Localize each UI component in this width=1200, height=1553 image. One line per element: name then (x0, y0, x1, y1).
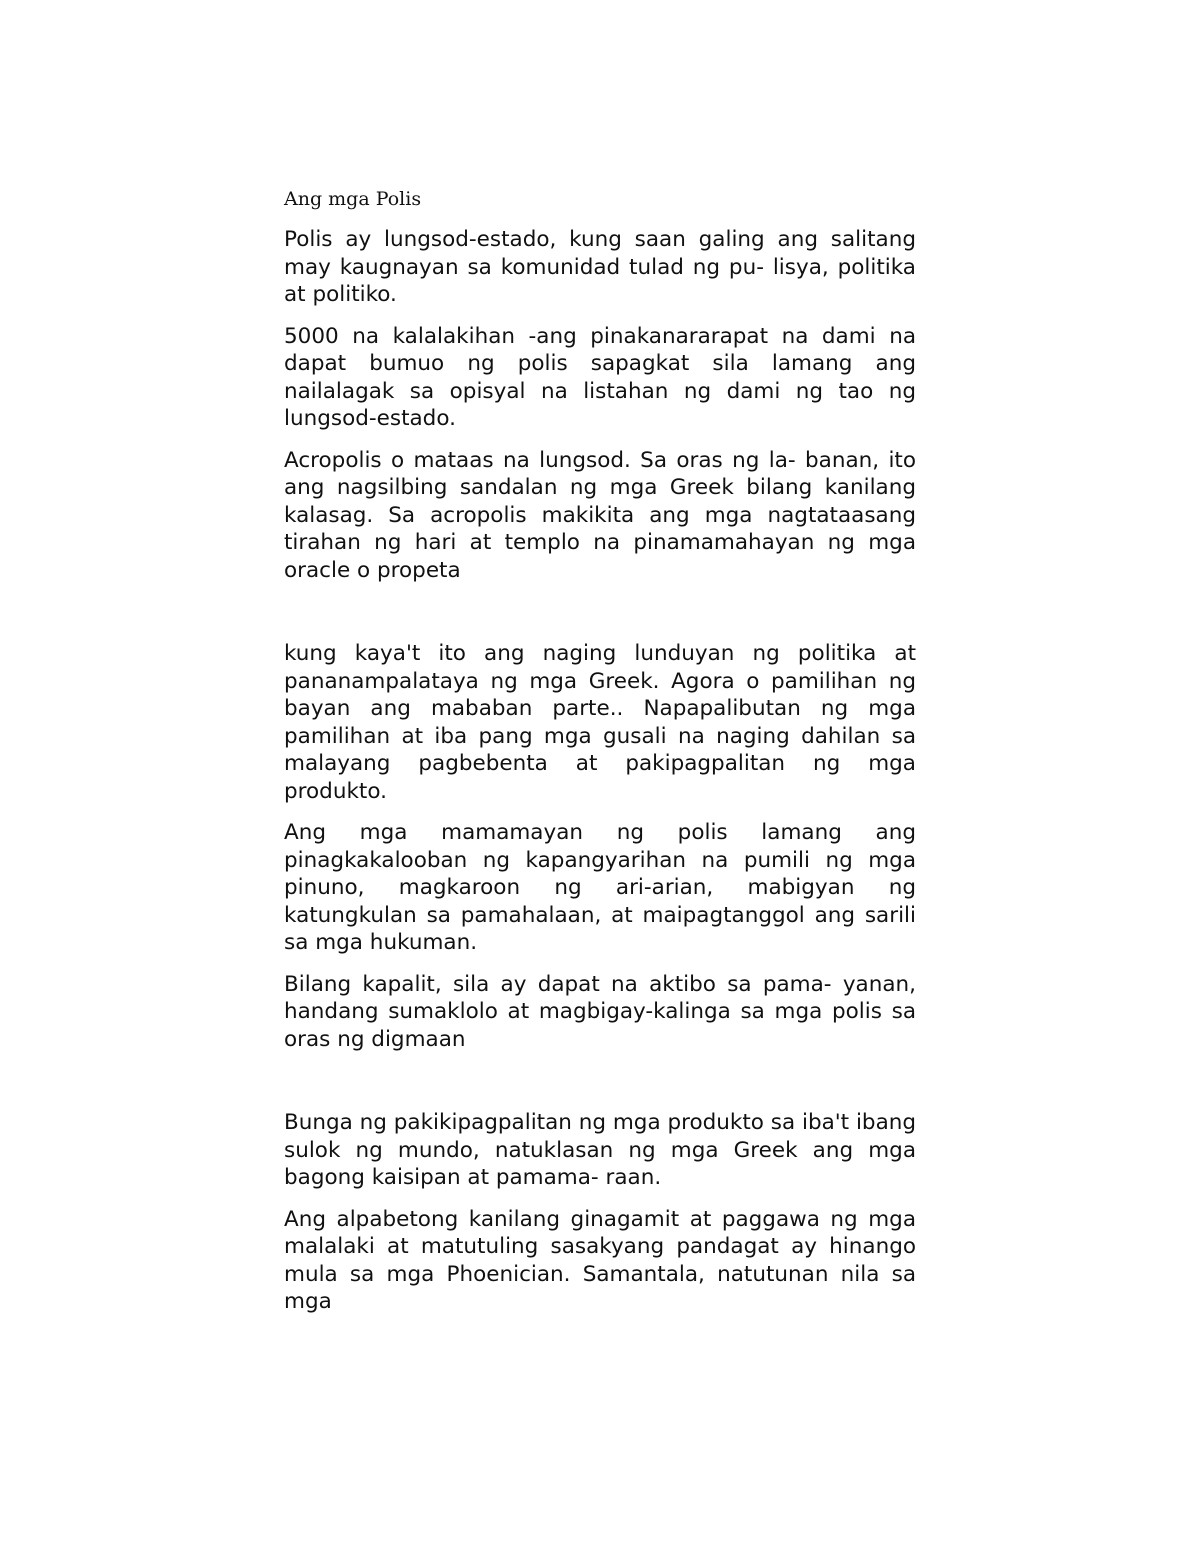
paragraph-agora: kung kaya't ito ang naging lunduyan ng politika at pananampalataya ng mga Greek. Agora o pamilihan ng bayan ang mababan parte.. Napapalibutan ng mga pamilihan at iba pang mga gusali na naging dahilan sa malayang pagbebenta at pakipagpalitan ng mga produkto. (284, 641, 916, 804)
paragraph-polis-definition: Polis ay lungsod-estado, kung saan galing ang salitang may kaugnayan sa komunidad tulad ng pu- lisya, politika at politiko. (284, 227, 916, 307)
paragraph-duties: Bilang kapalit, sila ay dapat na aktibo sa pama- yanan, handang sumaklolo at magbigay-kalinga sa mga polis sa oras ng digmaan (284, 971, 916, 1052)
document-title: Ang mga Polis (284, 188, 422, 210)
paragraph-gap (284, 1067, 916, 1109)
paragraph-gap (284, 598, 916, 640)
paragraph-citizens: Ang mga mamamayan ng polis lamang ang pinagkakalooban ng kapangyarihan na pumili ng mga pinuno, magkaroon ng ari-arian, mabigyan ng katungkulan sa pamahalaan, at maipagtanggol ang sarili sa mga hukuman. (284, 820, 916, 955)
paragraph-alphabet: Ang alpabetong kanilang ginagamit at paggawa ng mga malalaki at matutuling sasakyang pandagat ay hinango mula sa mga Phoenician. Samantala, natutunan nila sa mga (284, 1206, 916, 1314)
paragraph-trade: Bunga ng pakikipagpalitan ng mga produkto sa iba't ibang sulok ng mundo, natuklasan ng mga Greek ang mga bagong kaisipan at pamama- raan. (284, 1110, 917, 1190)
paragraph-5000-men: 5000 na kalalakihan -ang pinakanararapat na dami na dapat bumuo ng polis sapagkat sila lamang ang nailalagak sa opisyal na listahan ng dami ng tao ng lungsod-estado. (284, 323, 916, 431)
paragraph-acropolis: Acropolis o mataas na lungsod. Sa oras ng la- banan, ito ang nagsilbing sandalan ng mga Greek bilang kanilang kalasag. Sa acropolis makikita ang mga nagtataasang tirahan ng hari at templo na pinamamahayan ng mga oracle o propeta (284, 447, 916, 583)
document-body (284, 184, 916, 1330)
